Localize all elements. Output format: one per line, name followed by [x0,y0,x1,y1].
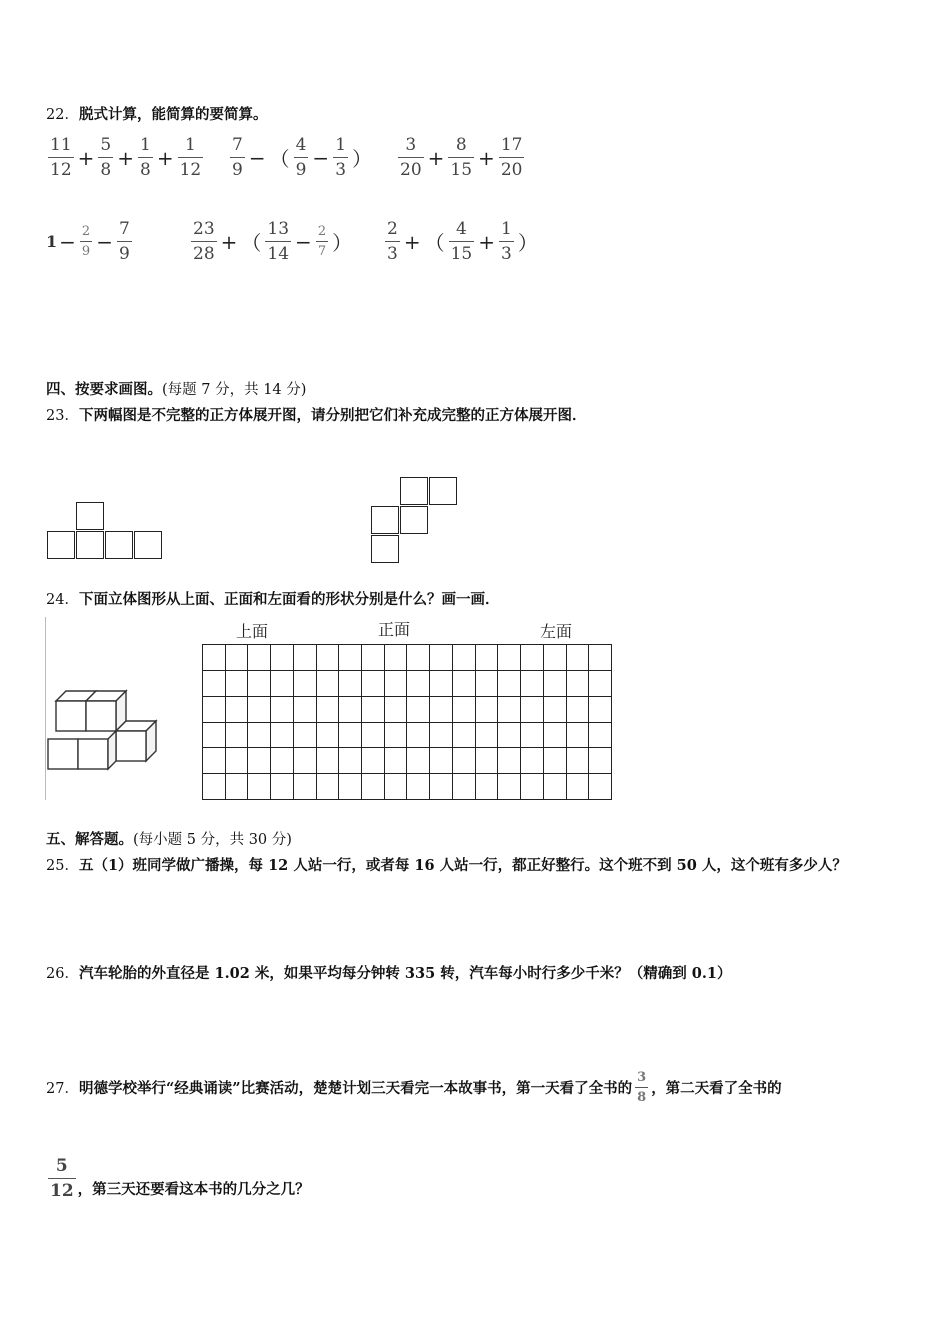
q22-text: 脱式计算，能简算的要简算。 [78,106,268,123]
grid-cell[interactable] [453,671,476,697]
grid-cell[interactable] [294,671,317,697]
grid-cell[interactable] [521,774,544,800]
grid-cell[interactable] [498,645,521,671]
grid-cell[interactable] [385,671,408,697]
grid-cell[interactable] [248,748,271,774]
grid-cell[interactable] [544,774,567,800]
grid-cell[interactable] [589,697,612,723]
q23-title: 23．下两幅图是不完整的正方体展开图，请分别把它们补充成完整的正方体展开图． [46,407,587,424]
grid-cell[interactable] [430,774,453,800]
grid-cell[interactable] [589,774,612,800]
grid-cell[interactable] [271,645,294,671]
grid-cell[interactable] [271,697,294,723]
grid-cell[interactable] [226,774,249,800]
grid-cell[interactable] [317,748,340,774]
grid-cell[interactable] [589,645,612,671]
grid-cell[interactable] [203,748,226,774]
grid-cell[interactable] [248,671,271,697]
q24-drawing-grid[interactable] [202,644,612,800]
grid-cell[interactable] [498,748,521,774]
grid-cell[interactable] [544,645,567,671]
grid-cell[interactable] [544,748,567,774]
grid-cell[interactable] [430,748,453,774]
grid-cell[interactable] [226,645,249,671]
grid-cell[interactable] [362,671,385,697]
grid-cell[interactable] [498,697,521,723]
grid-cell[interactable] [476,697,499,723]
grid-cell[interactable] [430,723,453,749]
q22-expression-6: $\frac{2}{3}$ + （ $\frac{4}{15}$ + $\frac{1}{3}$ ） [387,219,538,264]
q22-expression-4: 1 − $\frac{2}{9}$ − $\frac{7}{9}$ [46,219,130,264]
grid-cell[interactable] [407,774,430,800]
grid-cell[interactable] [589,723,612,749]
grid-cell[interactable] [476,774,499,800]
grid-cell[interactable] [385,748,408,774]
grid-cell[interactable] [339,645,362,671]
grid-cell[interactable] [498,774,521,800]
grid-cell[interactable] [362,645,385,671]
grid-cell[interactable] [567,723,590,749]
grid-cell[interactable] [521,671,544,697]
grid-cell[interactable] [407,645,430,671]
q27-fraction-1: $\frac{3}{8}$ [637,1070,647,1105]
grid-cell[interactable] [430,697,453,723]
grid-cell[interactable] [567,774,590,800]
grid-cell[interactable] [544,723,567,749]
grid-cell[interactable] [407,697,430,723]
grid-cell[interactable] [203,645,226,671]
grid-cell[interactable] [476,748,499,774]
grid-cell[interactable] [294,697,317,723]
grid-cell[interactable] [294,774,317,800]
q24-cube-stack-figure [46,688,162,774]
q24-title: 24．下面立体图形从上面、正面和左面看的形状分别是什么？画一画． [46,591,500,608]
grid-cell[interactable] [203,697,226,723]
q22-title [46,103,267,124]
grid-cell[interactable] [271,671,294,697]
grid-cell[interactable] [453,645,476,671]
grid-cell[interactable] [317,697,340,723]
grid-cell[interactable] [362,748,385,774]
grid-cell[interactable] [339,697,362,723]
grid-cell[interactable] [544,697,567,723]
grid-cell[interactable] [589,671,612,697]
section-4-heading: 四、按要求画图。(每题 7 分，共 14 分) [46,381,307,398]
grid-cell[interactable] [226,671,249,697]
grid-cell[interactable] [407,671,430,697]
q22-number: 22． [46,107,79,123]
q25-text: 25．五（1）班同学做广播操，每 12 人站一行，或者每 16 人站一行，都正好整行。这个班不到 50 人，这个班有多少人？ [46,857,847,874]
grid-cell[interactable] [317,774,340,800]
grid-cell[interactable] [317,723,340,749]
grid-cell[interactable] [544,671,567,697]
grid-cell[interactable] [203,723,226,749]
q26-text: 26．汽车轮胎的外直径是 1.02 米，如果平均每分钟转 335 转，汽车每小时行多少千米？（精确到 0.1） [46,965,732,982]
q22-expression-5: $\frac{23}{28}$ + （ $\frac{13}{14}$ − $\frac{2}{7}$ ） [193,219,353,264]
q27-text-line-2: $\frac{5}{12}$ ，第三天还要看这本书的几分之几？ [50,1156,310,1201]
grid-cell[interactable] [521,645,544,671]
q27-text-line-1: 27． 明德学校举行“经典诵读”比赛活动，楚楚计划三天看完一本故事书，第一天看了全书的 $\frac{3}{8}$ ，第二天看了全书的 [46,1070,782,1105]
grid-cell[interactable] [248,774,271,800]
grid-cell[interactable] [430,671,453,697]
grid-cell[interactable] [339,723,362,749]
label-left-view: 左面 [540,622,573,641]
grid-cell[interactable] [226,723,249,749]
grid-cell[interactable] [248,723,271,749]
q22-expression-2: $\frac{7}{9}$ − （ $\frac{4}{9}$ − $\frac{1}{3}$ ） [232,135,373,180]
grid-cell[interactable] [385,774,408,800]
grid-cell[interactable] [271,774,294,800]
grid-cell[interactable] [385,645,408,671]
grid-cell[interactable] [271,748,294,774]
grid-cell[interactable] [453,748,476,774]
grid-cell[interactable] [362,697,385,723]
grid-cell[interactable] [589,748,612,774]
grid-cell[interactable] [453,774,476,800]
grid-cell[interactable] [498,723,521,749]
grid-cell[interactable] [430,645,453,671]
grid-cell[interactable] [567,645,590,671]
grid-cell[interactable] [407,748,430,774]
grid-cell[interactable] [476,671,499,697]
grid-cell[interactable] [248,645,271,671]
grid-cell[interactable] [453,723,476,749]
grid-cell[interactable] [362,774,385,800]
grid-cell[interactable] [294,723,317,749]
grid-cell[interactable] [567,697,590,723]
grid-cell[interactable] [248,697,271,723]
grid-cell[interactable] [567,748,590,774]
q22-expression-3: $\frac{3}{20}$ + $\frac{8}{15}$ + $\frac{17}{20}$ [400,135,523,180]
grid-cell[interactable] [271,723,294,749]
grid-cell[interactable] [339,774,362,800]
grid-cell[interactable] [294,645,317,671]
grid-cell[interactable] [317,671,340,697]
q22-expression-1: $\frac{11}{12}$ + $\frac{5}{8}$ + $\frac{1}{8}$ + $\frac{1}{12}$ [50,135,202,180]
grid-cell[interactable] [521,723,544,749]
grid-cell[interactable] [521,697,544,723]
grid-cell[interactable] [476,645,499,671]
grid-cell[interactable] [226,748,249,774]
grid-cell[interactable] [362,723,385,749]
label-top-view: 上面 [236,622,269,641]
grid-cell[interactable] [339,671,362,697]
grid-cell[interactable] [294,748,317,774]
grid-cell[interactable] [317,645,340,671]
section-5-heading: 五、解答题。(每小题 5 分，共 30 分) [46,831,292,848]
grid-cell[interactable] [567,671,590,697]
grid-cell[interactable] [339,748,362,774]
label-front-view: 正面 [378,620,411,639]
grid-cell[interactable] [203,774,226,800]
grid-cell[interactable] [521,748,544,774]
grid-cell[interactable] [407,723,430,749]
grid-cell[interactable] [226,697,249,723]
grid-cell[interactable] [476,723,499,749]
grid-cell[interactable] [385,723,408,749]
grid-cell[interactable] [453,697,476,723]
q27-fraction-2: $\frac{5}{12}$ [50,1156,74,1201]
grid-cell[interactable] [203,671,226,697]
grid-cell[interactable] [498,671,521,697]
grid-cell[interactable] [385,697,408,723]
